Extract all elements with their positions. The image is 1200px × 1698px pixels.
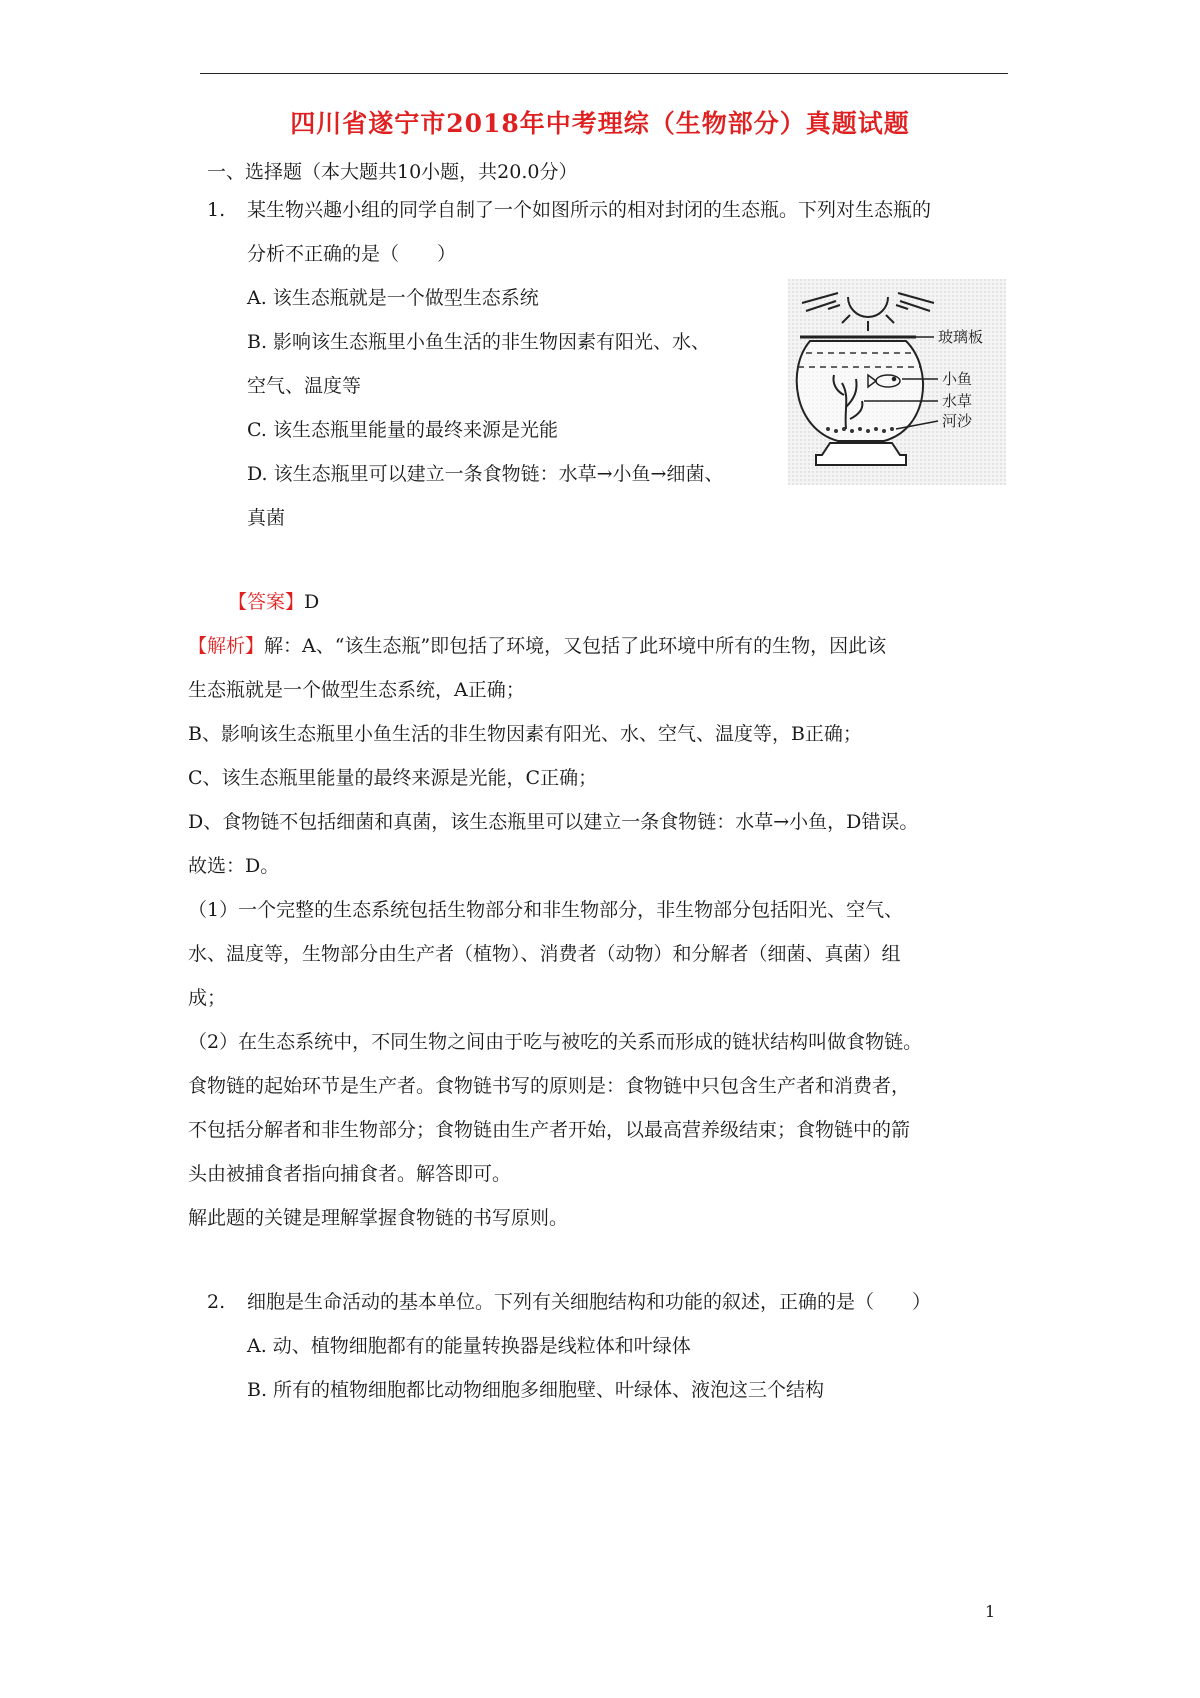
- answer-tag: 【答案】: [228, 591, 305, 613]
- question-2-stem: 细胞是生命活动的基本单位。下列有关细胞结构和功能的叙述，正确的是（ ）: [247, 1291, 932, 1313]
- answer-value: D: [304, 591, 320, 613]
- analysis-line-4: C、该生态瓶里能量的最终来源是光能，C正确；: [188, 767, 598, 789]
- bowl-stand: [816, 443, 906, 465]
- question-2-number: 2.: [207, 1291, 226, 1313]
- question-1-stem-line2: 分析不正确的是（ ）: [247, 243, 457, 265]
- analysis-line-8: 水、温度等，生物部分由生产者（植物）、消费者（动物）和分解者（细菌、真菌）组: [188, 943, 901, 965]
- analysis-line-1: [188, 632, 886, 660]
- analysis-line-7: （1）一个完整的生态系统包括生物部分和非生物部分，非生物部分包括阳光、空气、: [188, 899, 904, 921]
- analysis-line-14: 解此题的关键是理解掌握食物链的书写原则。: [188, 1207, 569, 1229]
- analysis-line-2: 生态瓶就是一个做型生态系统，A正确；: [188, 679, 525, 701]
- label-glass: 玻璃板: [938, 328, 984, 346]
- analysis-line-11: 食物链的起始环节是生产者。食物链书写的原则是：食物链中只包含生产者和消费者，: [188, 1075, 911, 1097]
- header-rule: [200, 73, 1008, 74]
- question-1-option-a: A. 该生态瓶就是一个做型生态系统: [247, 287, 539, 309]
- question-1-number: 1.: [207, 199, 226, 221]
- question-1-option-b-cont: 空气、温度等: [247, 375, 362, 397]
- question-2-option-b: B. 所有的植物细胞都比动物细胞多细胞壁、叶绿体、液泡这三个结构: [247, 1379, 825, 1401]
- answer-line: [228, 588, 319, 616]
- analysis-line-6: 故选：D。: [188, 855, 280, 877]
- analysis-line-10: （2）在生态系统中，不同生物之间由于吃与被吃的关系而形成的链状结构叫做食物链。: [188, 1031, 923, 1053]
- question-1-option-d-cont: 真菌: [247, 507, 286, 529]
- analysis-line-12: 不包括分解者和非生物部分；食物链由生产者开始，以最高营养级结束；食物链中的箭: [188, 1119, 911, 1141]
- label-sand: 河沙: [942, 412, 973, 430]
- question-1-option-b: B. 影响该生态瓶里小鱼生活的非生物因素有阳光、水、: [247, 331, 711, 353]
- analysis-line-13: 头由被捕食者指向捕食者。解答即可。: [188, 1163, 512, 1185]
- analysis-line-9: 成；: [188, 987, 227, 1009]
- analysis-tag: 【解析】: [188, 635, 265, 657]
- ecosystem-bottle-figure: [788, 279, 1006, 485]
- document-title: 四川省遂宁市2018年中考理综（生物部分）真题试题: [290, 109, 910, 138]
- analysis-line-3: B、影响该生态瓶里小鱼生活的非生物因素有阳光、水、空气、温度等，B正确；: [188, 723, 862, 745]
- page-number: 1: [985, 1602, 996, 1621]
- question-1-option-d: D. 该生态瓶里可以建立一条食物链：水草→小鱼→细菌、: [247, 463, 724, 485]
- bowl-outline: [797, 341, 923, 441]
- label-fish: 小鱼: [942, 370, 973, 388]
- analysis-line-5: D、食物链不包括细菌和真菌，该生态瓶里可以建立一条食物链：水草→小鱼，D错误。: [188, 811, 919, 833]
- section-heading: 一、选择题（本大题共10小题，共20.0分）: [207, 161, 578, 183]
- label-weed: 水草: [942, 392, 973, 410]
- question-2-option-a: A. 动、植物细胞都有的能量转换器是线粒体和叶绿体: [247, 1335, 691, 1357]
- analysis-text-1: 解：A、“该生态瓶”即包括了环境，又包括了此环境中所有的生物，因此该: [264, 635, 887, 657]
- question-1-stem-line1: 某生物兴趣小组的同学自制了一个如图所示的相对封闭的生态瓶。下列对生态瓶的: [247, 199, 932, 221]
- question-1-option-c: C. 该生态瓶里能量的最终来源是光能: [247, 419, 558, 441]
